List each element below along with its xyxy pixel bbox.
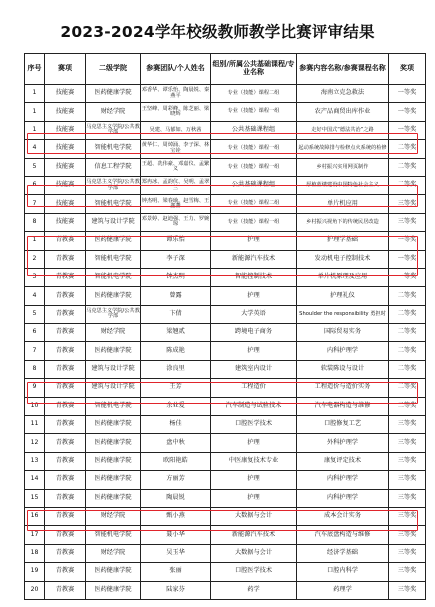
cell-college: 财经学院	[86, 103, 141, 121]
cell-no: 14	[25, 471, 45, 489]
cell-award: 三等奖	[389, 581, 426, 599]
cell-award: 二等奖	[389, 158, 426, 176]
table-row	[25, 360, 426, 378]
cell-award: 三等奖	[389, 434, 426, 452]
table-row	[25, 434, 426, 452]
cell-event: 技能赛	[45, 158, 86, 176]
table-row	[25, 176, 426, 194]
cell-award: 一等奖	[389, 250, 426, 268]
cell-award: 一等奖	[389, 268, 426, 286]
cell-content: 乡村振兴实用网页制作	[297, 158, 389, 176]
cell-award: 二等奖	[389, 176, 426, 194]
cell-no: 7	[25, 195, 45, 213]
cell-event: 技能赛	[45, 85, 86, 103]
cell-content: 走好中国式“德法共治”之路	[297, 121, 389, 139]
cell-college: 马克思主义学院/公共教学部	[86, 176, 141, 194]
cell-group: 专业（技能）课程二组	[211, 195, 297, 213]
cell-content: 单片机应用	[297, 195, 389, 213]
cell-content: 汽车底盘构造与维修	[297, 526, 389, 544]
cell-award: 二等奖	[389, 324, 426, 342]
cell-award: 三等奖	[389, 452, 426, 470]
cell-college: 智能机电学院	[86, 526, 141, 544]
table-row	[25, 268, 426, 286]
cell-no: 1	[25, 103, 45, 121]
cell-college: 建筑与设计学院	[86, 379, 141, 397]
cell-event: 青教赛	[45, 471, 86, 489]
cell-college: 建筑与设计学院	[86, 213, 141, 231]
cell-members: 欧阳艳皓	[141, 452, 211, 470]
cell-event: 青教赛	[45, 544, 86, 562]
cell-college: 智能机电学院	[86, 140, 141, 158]
cell-group: 专业（技能）课程一组	[211, 213, 297, 231]
cell-members: 盘中秋	[141, 434, 211, 452]
cell-event: 青教赛	[45, 305, 86, 323]
cell-content: 成本会计实务	[297, 507, 389, 525]
cell-no: 6	[25, 176, 45, 194]
cell-event: 青教赛	[45, 360, 86, 378]
cell-college: 智能机电学院	[86, 397, 141, 415]
cell-members: 王超、冼伟豪、邓嘉仪、孟繁义	[141, 158, 211, 176]
cell-group: 口腔医学技术	[211, 563, 297, 581]
cell-members: 王芳	[141, 379, 211, 397]
cell-no: 8	[25, 360, 45, 378]
cell-no: 8	[25, 213, 45, 231]
table-row	[25, 379, 426, 397]
header-event: 赛项	[45, 54, 86, 85]
cell-award: 一等奖	[389, 85, 426, 103]
cell-event: 青教赛	[45, 250, 86, 268]
header-content: 参赛内容名称/参赛课程名称	[297, 54, 389, 85]
cell-award: 一等奖	[389, 121, 426, 139]
cell-event: 青教赛	[45, 581, 86, 599]
table-row	[25, 416, 426, 434]
cell-award: 三等奖	[389, 563, 426, 581]
cell-event: 青教赛	[45, 416, 86, 434]
cell-content: 外科护理学	[297, 434, 389, 452]
cell-event: 青教赛	[45, 287, 86, 305]
table-row	[25, 305, 426, 323]
cell-college: 智能机电学院	[86, 268, 141, 286]
cell-group: 新能源汽车技术	[211, 250, 297, 268]
cell-content: 康复评定技术	[297, 452, 389, 470]
cell-award: 三等奖	[389, 195, 426, 213]
table-row	[25, 103, 426, 121]
cell-college: 医药健康学院	[86, 489, 141, 507]
cell-group: 专业（技能）课程二组	[211, 85, 297, 103]
cell-no: 13	[25, 452, 45, 470]
cell-content: 海南立克急救法	[297, 85, 389, 103]
cell-members: 郑冉冰、孟韵仪、吴明、孟翠兰	[141, 176, 211, 194]
cell-event: 青教赛	[45, 397, 86, 415]
cell-award: 三等奖	[389, 544, 426, 562]
cell-content: 乡村振兴视角下的传统民居改造	[297, 213, 389, 231]
table-row	[25, 85, 426, 103]
header-no: 序号	[25, 54, 45, 85]
cell-group: 智能控制技术	[211, 268, 297, 286]
cell-members: 黄华仁、周焯涌、李子深、林宝铨	[141, 140, 211, 158]
cell-group: 护理	[211, 232, 297, 250]
cell-content: 单片机原理及应用	[297, 268, 389, 286]
table-row	[25, 324, 426, 342]
cell-members: 王坚峰、周彩峰、陈芝丽、梁晓辉	[141, 103, 211, 121]
cell-event: 青教赛	[45, 526, 86, 544]
table-row	[25, 563, 426, 581]
cell-members: 聂小华	[141, 526, 211, 544]
cell-content: 护理礼仪	[297, 287, 389, 305]
cell-event: 技能赛	[45, 103, 86, 121]
table-row	[25, 232, 426, 250]
cell-event: 青教赛	[45, 434, 86, 452]
cell-award: 二等奖	[389, 342, 426, 360]
cell-event: 青教赛	[45, 507, 86, 525]
header-group: 组别/所属公共基础课程/专业名称	[211, 54, 297, 85]
cell-college: 医药健康学院	[86, 434, 141, 452]
cell-members: 陆家芬	[141, 581, 211, 599]
cell-award: 二等奖	[389, 397, 426, 415]
cell-group: 建筑室内设计	[211, 360, 297, 378]
cell-group: 口腔医学技术	[211, 416, 297, 434]
cell-event: 青教赛	[45, 342, 86, 360]
cell-content: 软装陈设与设计	[297, 360, 389, 378]
cell-members: 涂良里	[141, 360, 211, 378]
cell-award: 一等奖	[389, 232, 426, 250]
cell-content: 内科护理学	[297, 489, 389, 507]
cell-event: 青教赛	[45, 379, 86, 397]
cell-no: 2	[25, 250, 45, 268]
cell-group: 护理	[211, 434, 297, 452]
cell-event: 青教赛	[45, 563, 86, 581]
cell-college: 医药健康学院	[86, 85, 141, 103]
cell-group: 大学英语	[211, 305, 297, 323]
cell-college: 信息工程学院	[86, 158, 141, 176]
cell-content: Shoulder the responsibility 勇担时	[297, 305, 389, 323]
cell-members: 余业爱	[141, 397, 211, 415]
cell-college: 建筑与设计学院	[86, 360, 141, 378]
cell-members: 吴建、马郁如、万秋茜	[141, 121, 211, 139]
table-row	[25, 471, 426, 489]
table-row	[25, 140, 426, 158]
cell-members: 甄小燕	[141, 507, 211, 525]
page-title: 2023-2024学年校级教师教学比赛评审结果	[60, 23, 375, 41]
cell-event: 青教赛	[45, 489, 86, 507]
cell-college: 医药健康学院	[86, 342, 141, 360]
cell-no: 12	[25, 434, 45, 452]
cell-event: 青教赛	[45, 324, 86, 342]
cell-content: 起动系统故障排与检修点火系统的检修	[297, 140, 389, 158]
cell-no: 1	[25, 85, 45, 103]
cell-no: 7	[25, 342, 45, 360]
results-table	[24, 53, 426, 600]
cell-college: 智能机电学院	[86, 250, 141, 268]
cell-content: 国际贸易实务	[297, 324, 389, 342]
cell-no: 1	[25, 232, 45, 250]
header-members: 参赛团队/个人姓名	[141, 54, 211, 85]
cell-no: 11	[25, 416, 45, 434]
cell-members: 杨佳	[141, 416, 211, 434]
table-row	[25, 195, 426, 213]
cell-college: 智能机电学院	[86, 195, 141, 213]
cell-group: 大数据与会计	[211, 507, 297, 525]
cell-no: 16	[25, 507, 45, 525]
cell-group: 工程造价	[211, 379, 297, 397]
cell-college: 马克思主义学院/公共教学部	[86, 121, 141, 139]
cell-college: 财经学院	[86, 324, 141, 342]
cell-members: 钟杰明	[141, 268, 211, 286]
cell-content: 汽车电器构造与维修	[297, 397, 389, 415]
cell-content: 工程造价与造价实务	[297, 379, 389, 397]
table-row	[25, 581, 426, 599]
header-college: 二级学院	[86, 54, 141, 85]
cell-no: 20	[25, 581, 45, 599]
cell-event: 青教赛	[45, 232, 86, 250]
table-row	[25, 342, 426, 360]
cell-group: 护理	[211, 342, 297, 360]
cell-no: 6	[25, 324, 45, 342]
cell-content: 农产品商贸出库作业	[297, 103, 389, 121]
cell-no: 17	[25, 526, 45, 544]
cell-group: 公共基础课程组	[211, 176, 297, 194]
cell-content: 口腔修复工艺	[297, 416, 389, 434]
table-row	[25, 544, 426, 562]
table-row	[25, 158, 426, 176]
table-row	[25, 213, 426, 231]
cell-members: 钟杰明、梁春瑜、赵雪梅、王鑫蕃	[141, 195, 211, 213]
cell-award: 一等奖	[389, 103, 426, 121]
cell-no: 15	[25, 489, 45, 507]
cell-event: 技能赛	[45, 140, 86, 158]
cell-members: 谭乐怡	[141, 232, 211, 250]
cell-award: 二等奖	[389, 287, 426, 305]
cell-award: 三等奖	[389, 526, 426, 544]
cell-group: 公共基础课程组	[211, 121, 297, 139]
cell-content: 口腔内科学	[297, 563, 389, 581]
cell-college: 医药健康学院	[86, 581, 141, 599]
cell-award: 二等奖	[389, 140, 426, 158]
cell-members: 邓景婷、赵迪强、王力、罗婉琼	[141, 213, 211, 231]
table-row	[25, 250, 426, 268]
cell-members: 陈成艳	[141, 342, 211, 360]
cell-event: 青教赛	[45, 268, 86, 286]
cell-group: 汽车制造与试验技术	[211, 397, 297, 415]
cell-college: 财经学院	[86, 544, 141, 562]
cell-event: 技能赛	[45, 176, 86, 194]
cell-members: 方丽芳	[141, 471, 211, 489]
cell-award: 二等奖	[389, 305, 426, 323]
cell-content: 内科护理学	[297, 471, 389, 489]
cell-college: 马克思主义学院/公共教学部	[86, 305, 141, 323]
cell-event: 青教赛	[45, 452, 86, 470]
cell-group: 专业（技能）课程一组	[211, 140, 297, 158]
table-row	[25, 121, 426, 139]
cell-content: 厚植蓝缕建设中国特色社会主义	[297, 176, 389, 194]
cell-group: 大数据与会计	[211, 544, 297, 562]
cell-college: 医药健康学院	[86, 416, 141, 434]
cell-group: 专业（技能）课程一组	[211, 158, 297, 176]
cell-content: 发动机电子控制技术	[297, 250, 389, 268]
cell-event: 技能赛	[45, 213, 86, 231]
cell-members: 李子深	[141, 250, 211, 268]
cell-college: 财经学院	[86, 507, 141, 525]
cell-group: 中医康复技术专业	[211, 452, 297, 470]
cell-award: 三等奖	[389, 489, 426, 507]
cell-award: 三等奖	[389, 507, 426, 525]
cell-content: 内科护理学	[297, 342, 389, 360]
cell-no: 1	[25, 121, 45, 139]
cell-award: 二等奖	[389, 379, 426, 397]
cell-members: 曾露	[141, 287, 211, 305]
cell-content: 经济学基础	[297, 544, 389, 562]
cell-members: 卞倩	[141, 305, 211, 323]
cell-no: 18	[25, 544, 45, 562]
table-row	[25, 452, 426, 470]
cell-college: 医药健康学院	[86, 563, 141, 581]
cell-no: 5	[25, 158, 45, 176]
cell-no: 4	[25, 287, 45, 305]
cell-event: 技能赛	[45, 121, 86, 139]
cell-members: 梁翘贰	[141, 324, 211, 342]
cell-no: 19	[25, 563, 45, 581]
table-row	[25, 489, 426, 507]
table-row	[25, 507, 426, 525]
cell-content: 护理学基础	[297, 232, 389, 250]
table-row	[25, 526, 426, 544]
header-award: 奖项	[389, 54, 426, 85]
cell-college: 医药健康学院	[86, 232, 141, 250]
table-header-row	[25, 54, 426, 85]
cell-content: 药理学	[297, 581, 389, 599]
cell-group: 护理	[211, 287, 297, 305]
cell-award: 二等奖	[389, 360, 426, 378]
cell-award: 三等奖	[389, 213, 426, 231]
cell-group: 专业（技能）课程一组	[211, 103, 297, 121]
cell-members: 邓香华、谭乐怡、陶晨锐、秦燕平	[141, 85, 211, 103]
cell-no: 5	[25, 305, 45, 323]
cell-group: 护理	[211, 471, 297, 489]
cell-members: 陶晨锐	[141, 489, 211, 507]
cell-group: 护理	[211, 489, 297, 507]
cell-event: 技能赛	[45, 195, 86, 213]
cell-college: 医药健康学院	[86, 287, 141, 305]
table-body	[25, 85, 426, 600]
cell-college: 医药健康学院	[86, 452, 141, 470]
cell-group: 新能源汽车技术	[211, 526, 297, 544]
table-row	[25, 287, 426, 305]
cell-no: 3	[25, 268, 45, 286]
cell-college: 医药健康学院	[86, 471, 141, 489]
cell-award: 三等奖	[389, 416, 426, 434]
cell-award: 三等奖	[389, 471, 426, 489]
cell-no: 9	[25, 379, 45, 397]
cell-group: 跨境电子商务	[211, 324, 297, 342]
table-row	[25, 397, 426, 415]
cell-no: 10	[25, 397, 45, 415]
cell-group: 药学	[211, 581, 297, 599]
cell-no: 4	[25, 140, 45, 158]
cell-members: 吴玉华	[141, 544, 211, 562]
cell-members: 张丽	[141, 563, 211, 581]
